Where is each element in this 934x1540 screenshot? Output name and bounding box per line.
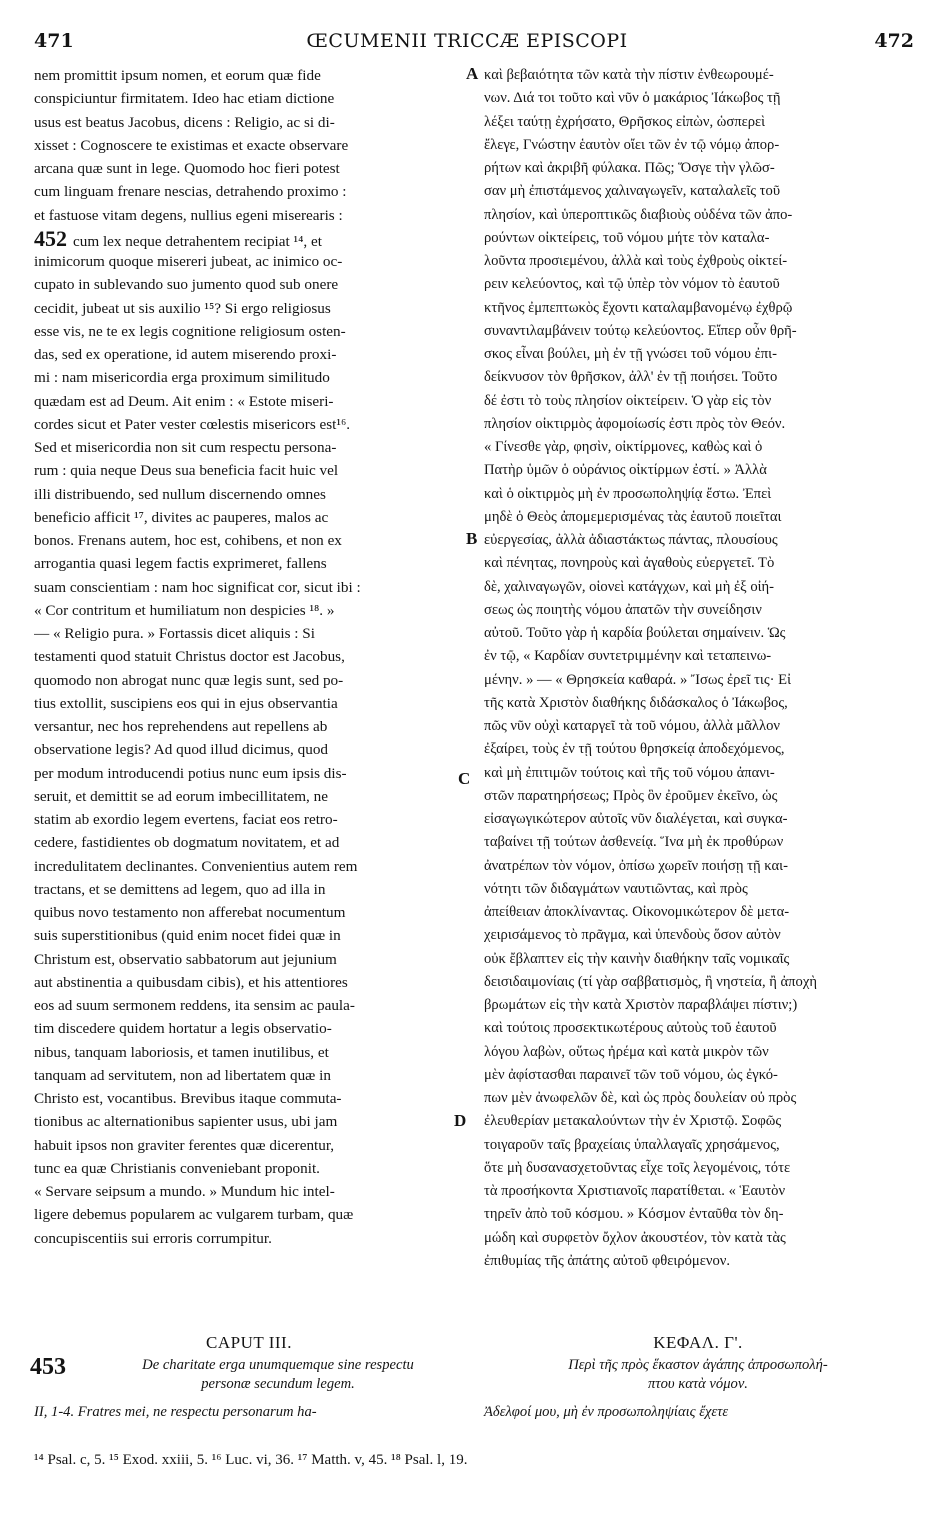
- greek-text-line: δέ ἐστι τὸ τοὺς πλησίον οἰκτείρειν. Ὁ γὰρ εἰς τὸν: [484, 392, 772, 409]
- greek-text-line: χειρισάμενος τὸ πρᾶγμα, καὶ ὑπενδοὺς ὅσον αὐτὸν: [484, 927, 781, 944]
- latin-text-line: « Servare seipsum a mundo. » Mundum hic intel-: [34, 1183, 335, 1200]
- greek-text-line: καὶ βεβαιότητα τῶν κατὰ τὴν πίστιν ἐνθεωρουμέ-: [484, 67, 774, 83]
- latin-text-line: nibus, tanquam laboriosis, et tamen inutilibus, et: [34, 1043, 329, 1061]
- latin-text-line: versantur, nec hos reprehendens aut repellens ab: [34, 718, 328, 735]
- page-number-left: 471: [34, 30, 74, 52]
- latin-text-line: ligere debemus popularem ac vulgarem turbam, quæ: [34, 1206, 354, 1224]
- greek-text-line: εὐεργεσίας, ἀλλὰ ἀδιαστάκτως πάντας, πλουσίους: [484, 532, 778, 548]
- latin-text-line: aut abstinentia a quibusdam cibis), et his attentiores: [34, 973, 348, 991]
- latin-text-line: illi distribuendo, sed nullum discernendo omnes: [34, 485, 326, 503]
- latin-text-line: cecidit, jubeat ut sis auxilio ¹⁵? Si ergo religiosus: [34, 299, 331, 317]
- greek-text-line: λέξει ταύτῃ ἐχρήσατο, Θρῆσκος εἰπὼν, ὡσπερεὶ: [484, 113, 766, 130]
- greek-text-line: ρούντων οἰκτείρεις, τοῦ νόμου μήτε τὸν καταλα-: [484, 229, 770, 246]
- latin-text-line: et fastuose vitam degens, nullius egeni miserearis :: [34, 206, 343, 224]
- greek-text-line: κτῆνος ἐμπεπτωκὸς ἔχοντι καταλαμβανομένῳ ἐχθρῷ: [484, 299, 793, 316]
- latin-text-line: cedere, fastidientes ob dogmatum novitatem, et ad: [34, 834, 340, 852]
- latin-chapter-subtitle: [92, 1356, 464, 1394]
- page-number-right: 472: [874, 30, 914, 52]
- greek-text-line: Πατὴρ ὑμῶν ὁ οὐράνιος οἰκτίρμων ἐστί. » Ἀλλὰ: [484, 462, 767, 479]
- latin-text-line: cordes sicut et Pater vester cœlestis misericors est¹⁶.: [34, 415, 351, 433]
- greek-text-line: δὲ, χαλιναγωγῶν, οἱονεὶ κατάγχων, καὶ μὴ ἐξ οἰή-: [484, 578, 775, 595]
- latin-text-line: « Cor contritum et humiliatum non despicies ¹⁸. »: [34, 601, 335, 619]
- latin-subtitle-line-2: personæ secundum legem.: [201, 1376, 355, 1392]
- greek-text-line: ἐλευθερίαν μετακαλούντων τὴν ἐν Χριστῷ. Σοφῶς: [484, 1113, 782, 1130]
- greek-text-line: καὶ μὴ ἐπιτιμῶν τούτοις καὶ τῆς τοῦ νόμου ἀπανι-: [484, 764, 775, 781]
- latin-text-line: quædam est ad Deum. Ait enim : « Estote miseri-: [34, 392, 334, 410]
- margin-letter-c: C: [458, 769, 471, 788]
- greek-text-line: καὶ ὁ οἰκτιρμὸς μὴ ἐν προσωποληψίᾳ ἔστω. Ἐπεὶ: [484, 485, 772, 502]
- latin-text-line: tractans, et se demittens ad legem, quo ad illa in: [34, 880, 326, 898]
- greek-text-line: οὐκ ἔβλαπτεν εἰς τὴν καινὴν διαθήκην ταῖς νομικαῖς: [484, 950, 790, 967]
- latin-text-line: arcana quæ sunt in lege. Quomodo hoc fieri potest: [34, 160, 340, 177]
- greek-text-line: νότητι τῶν διδαγμάτων ναυτιῶντας, καὶ πρὸς: [484, 880, 748, 897]
- latin-text-line: suam conscientiam : nam hoc significat cor, sicut ibi :: [34, 578, 361, 596]
- greek-chapter-title: ΚΕΦΑΛ. Γ'.: [653, 1333, 743, 1352]
- latin-text-line: tionibus ac alternationibus sapienter usus, ubi jam: [34, 1113, 338, 1131]
- greek-text-line: σεως ὡς ποιητὴς νόμου ἀπατῶν τὴν συνείδησιν: [484, 601, 762, 618]
- latin-text-line: cum linguam frenare nescias, detrahendo proximo :: [34, 183, 347, 201]
- latin-text-line: suis superstitionibus (quid enim nocet fidei quæ in: [34, 927, 341, 945]
- greek-text-line: καὶ τούτοις προσεκτικωτέρους αὐτοὺς τοῦ ἑαυτοῦ: [484, 1020, 777, 1037]
- running-title: ŒCUMENII TRICCÆ EPISCOPI: [306, 30, 628, 52]
- margin-letter-a: A: [466, 64, 479, 83]
- greek-text-line: νων. Διά τοι τοῦτο καὶ νῦν ὁ μακάριος Ἰάκωβος τῇ: [484, 90, 781, 107]
- greek-text-line: τὰ προσήκοντα Χριστιανοῖς παρατίθεται. « Ἑαυτὸν: [484, 1183, 786, 1199]
- greek-text-line: πλησίον, καὶ ὑπεροπτικῶς διαβιοὺς οὐδένα τῶν ἀπο-: [484, 206, 793, 223]
- latin-text-line: quomodo non abrogat nunc quæ legis sunt, sed po-: [34, 671, 344, 689]
- latin-column: [34, 64, 467, 1250]
- latin-text-line: seruit, et demittit se ad eorum imbecillitatem, ne: [34, 787, 328, 805]
- footnotes: ¹⁴ Psal. c, 5. ¹⁵ Exod. xxiii, 5. ¹⁶ Luc. vi, 36. ¹⁷ Matth. v, 45. ¹⁸ Psal. l, 19.: [34, 1452, 468, 1468]
- latin-text-line: observatione legis? Ad quod illud dicimus, quod: [34, 741, 329, 759]
- latin-text-line: 452 cum lex neque detrahentem recipiat ¹⁴, et: [34, 226, 322, 250]
- latin-text-line: xisset : Cognoscere te existimas et exacte observare: [34, 136, 349, 154]
- latin-text-line: cupato in sublevando suo jumento quod sub onere: [34, 276, 339, 294]
- latin-text-line: usus est beatus Jacobus, dicens : Religio, ac si di-: [34, 113, 335, 131]
- latin-text-line: Sed et misericordia non sit cum respectu persona-: [34, 439, 337, 456]
- greek-text-line: μὲν ἀφίστασθαι παραινεῖ τῶν τοῦ νόμου, ὡς ἐγκό-: [484, 1066, 778, 1083]
- greek-text-line: ἐπιθυμίας τῆς ἀπάτης αὐτοῦ φθειρόμενον.: [484, 1252, 731, 1269]
- greek-text-line: ταβαίνει τῇ τούτων ἀσθενείᾳ. Ἵνα μὴ ἐκ προθύρων: [484, 834, 784, 851]
- greek-text-line: ἀπείθειαν ἀποκλίναντας. Οἰκονομικώτερον δὲ μετα-: [484, 904, 790, 920]
- greek-verse-line: Ἀδελφοί μου, μὴ ἐν προσωποληψίαις ἔχετε: [484, 1404, 729, 1420]
- latin-subtitle-line-1: De charitate erga unumquemque sine respectu: [142, 1357, 414, 1373]
- greek-text-line: ρειν κελεύοντος, καὶ τῷ ὑπὲρ τὸν νόμον τὸ ἑαυτοῦ: [484, 276, 780, 293]
- latin-text-line: tanquam ad servitutem, non ad libertatem quæ in: [34, 1066, 331, 1084]
- latin-text-line: Christo est, vocantibus. Brevibus itaque commuta-: [34, 1090, 342, 1107]
- greek-text-line: μηδὲ ὁ Θεὸς ἀπομεμερισμένας τὰς ἑαυτοῦ ποιεῖται: [484, 508, 782, 525]
- greek-text-line: σκος εἶναι βούλει, μὴ ἐν τῇ γνώσει τοῦ νόμου ἐπι-: [484, 346, 777, 362]
- latin-text-line: habuit ipsos non graviter ferentes quæ dicerentur,: [34, 1136, 335, 1154]
- greek-text-line: τῆς κατὰ Χριστὸν διαθήκης διδάσκαλος ὁ Ἰάκωβος,: [484, 694, 788, 711]
- margin-letter-b: B: [466, 529, 478, 548]
- greek-text-line: συναντιλαμβάνειν τούτῳ κελεύοντος. Εἴπερ οὖν θρῆ-: [484, 322, 797, 339]
- latin-text-line: inimicorum quoque misereri jubeat, ac inimico oc-: [34, 253, 343, 270]
- margin-number-453: 453: [30, 1354, 66, 1380]
- greek-text-line: λοῦντα προσιεμένου, ἀλλὰ καὶ τοὺς ἐχθροὺς οἰκτεί-: [484, 253, 788, 269]
- latin-text-line: beneficio afficit ¹⁷, divites ac pauperes, malos ac: [34, 508, 329, 526]
- latin-text-line: mi : nam misericordia erga proximum similitudo: [34, 369, 330, 387]
- latin-text-line: nem promittit ipsum nomen, et eorum quæ fide: [34, 67, 321, 84]
- greek-subtitle-line-2: πτου κατὰ νόμον.: [648, 1376, 748, 1392]
- greek-text-line: πλησίον οἰκτιρμὸς ἀφομοίωσίς ἐστι πρὸς τὸν Θεόν.: [484, 415, 786, 432]
- latin-text-line: tim discedere quidem hortatur a legis observatio-: [34, 1020, 332, 1038]
- latin-chapter-title: CAPUT III.: [206, 1333, 292, 1352]
- greek-text-line: μώδη καὶ συρφετὸν ὄχλον ἀκουστέον, τὸν κατὰ τὰς: [484, 1229, 786, 1246]
- latin-text-line: — « Religio pura. » Fortassis dicet aliquis : Si: [34, 625, 315, 642]
- latin-text-line: bonos. Frenans autem, hoc est, cohibens, et non ex: [34, 532, 342, 549]
- latin-verse-line: II, 1-4. Fratres mei, ne respectu personarum ha-: [34, 1404, 317, 1420]
- greek-text-line: ἐξαίρει, τοὺς ἐν τῇ τούτου θρησκείᾳ ἀποδεχόμενος,: [484, 741, 785, 758]
- margin-letter-d: D: [454, 1111, 467, 1130]
- greek-column: [484, 64, 912, 1273]
- greek-text-line: καὶ πένητας, πονηροὺς καὶ ἀγαθοὺς εὐεργετεῖ. Τὸ: [484, 555, 775, 572]
- latin-text-line: statim ab exordio legem evertens, faciat eos retro-: [34, 811, 338, 828]
- latin-text-line: concupiscentiis sui erroris corrumpitur.: [34, 1229, 272, 1247]
- greek-text-line: ἐν τῷ, « Καρδίαν συντετριμμένην καὶ τεταπεινω-: [484, 648, 772, 665]
- latin-text-line: per modum introducendi potius nunc eum ipsis dis-: [34, 764, 347, 782]
- latin-text-line: incredulitatem declinantes. Convenientius autem rem: [34, 857, 358, 875]
- greek-text-line: βρωμάτων εἰς τὴν κατὰ Χριστὸν παραβλάψει πίστιν;): [484, 997, 798, 1013]
- latin-text-line: conspiciuntur firmitatem. Ideo hac etiam dictione: [34, 90, 335, 108]
- latin-text-line: testamenti quod statuit Christus doctor est Jacobus,: [34, 648, 345, 666]
- latin-text-line: esse vis, ne te ex legis cognitione religiosum osten-: [34, 322, 346, 340]
- latin-text-line: rum : quia neque Deus sua beneficia facit huic vel: [34, 462, 339, 480]
- greek-chapter-subtitle: [484, 1356, 912, 1394]
- latin-text-line: das, sed ex operatione, id autem miserendo proxi-: [34, 346, 337, 363]
- greek-text-line: πῶς νῦν οὐχὶ καταργεῖ τὰ τοῦ νόμου, ἀλλὰ μᾶλλον: [484, 718, 780, 734]
- greek-text-line: σαν μὴ ἐπιστάμενος χαλιναγωγεῖν, καταλαλεῖς τοῦ: [484, 183, 781, 200]
- greek-text-line: ὅτε μὴ δυσανασχετοῦντας εἶχε τοῖς λεγομένοις, τότε: [484, 1159, 791, 1176]
- greek-text-line: τηρεῖν ἀπὸ τοῦ κόσμου. » Κόσμον ἐνταῦθα τὸν δη-: [484, 1206, 784, 1223]
- greek-text-line: τοιγαροῦν ταῖς βραχείαις ὑπαλλαγαῖς χρησάμενος,: [484, 1136, 780, 1153]
- greek-subtitle-line-1: Περὶ τῆς πρὸς ἕκαστον ἀγάπης ἀπροσωπολή-: [568, 1357, 828, 1373]
- greek-text-line: « Γίνεσθε γὰρ, φησὶν, οἰκτίρμονες, καθὼς καὶ ὁ: [484, 439, 763, 455]
- greek-text-line: ἔλεγε, Γνώστην ἑαυτὸν οἴει τῶν ἐν τῷ νόμῳ ἀπορ-: [484, 136, 780, 153]
- latin-text-line: quibus novo testamento non afferebat nocumentum: [34, 904, 346, 921]
- margin-number-452: 452: [34, 226, 67, 250]
- latin-text-line: arrogantia quasi legem factis exprimeret, fallens: [34, 555, 327, 573]
- greek-text-line: στῶν παρατηρήσεως; Πρὸς ὃν ἐροῦμεν ἐκεῖνο, ὡς: [484, 787, 778, 804]
- greek-text-line: πων μὲν ἀνωφελῶν δὲ, καὶ ὡς πρὸς δουλείαν οὐ πρὸς: [484, 1090, 797, 1106]
- greek-text-line: ἀνατρέπων τὸν νόμον, ὀπίσω χωρεῖν ποιήσῃ τῇ και-: [484, 857, 788, 874]
- latin-text-line: Christum est, observatio sabbatorum aut jejunium: [34, 950, 337, 968]
- greek-text-line: ρήτων καὶ ἀκριβῆ φύλακα. Πῶς; Ὅσγε τὴν γλῶσ-: [484, 160, 775, 176]
- greek-text-line: λόγου λαβὼν, οὕτως ἠρέμα καὶ κατὰ μικρὸν τῶν: [484, 1043, 769, 1060]
- greek-text-line: αὐτοῦ. Τοῦτο γὰρ ἡ καρδία βούλεται σημαίνειν. Ὡς: [484, 625, 786, 641]
- latin-text-line: tius extollit, suscipiens eos qui in ejus observantia: [34, 694, 338, 712]
- latin-text-line: tunc ea quæ Christianis conveniebant proponit.: [34, 1159, 320, 1177]
- greek-text-line: μένην. » — « Θρησκεία καθαρά. » Ἴσως ἐρεῖ τις· Εἰ: [484, 671, 791, 688]
- greek-text-line: δείκνυσον τὸν θρῆσκον, ἀλλ' ἐν τῇ ποιήσει. Τοῦτο: [484, 369, 778, 386]
- greek-text-line: εἰσαγωγικώτερον αὐτοῖς νῦν διαλέγεται, καὶ συγκα-: [484, 811, 788, 827]
- greek-text-line: δεισιδαιμονίαις (τί γὰρ σαββατισμὸς, ἢ νηστεία, ἢ ἀποχὴ: [484, 973, 817, 990]
- latin-text-line: eos ad suum sermonem reddens, ita sensim ac paula-: [34, 997, 355, 1014]
